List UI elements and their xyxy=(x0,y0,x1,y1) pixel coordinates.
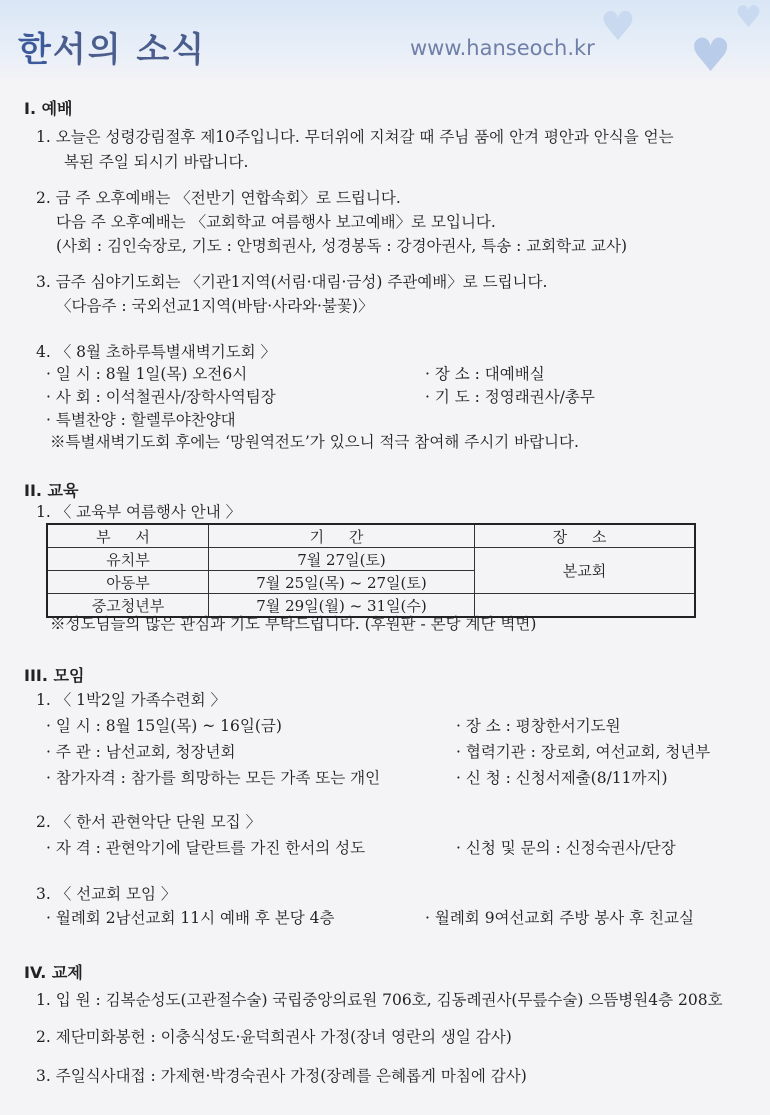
table-cell-dept: 유치부 xyxy=(47,548,209,571)
retreat-cooperation: · 협력기관 : 장로회, 여선교회, 청년부 xyxy=(456,743,711,761)
heart-icon: ♥ xyxy=(735,0,762,35)
mission-meeting-a: · 월례회 2남선교회 11시 예배 후 본당 4층 xyxy=(46,909,335,927)
table-header-dept: 부 서 xyxy=(47,524,209,548)
retreat-organizer: · 주 관 : 남선교회, 청장년회 xyxy=(46,743,236,761)
meeting-item-3-title: 3. 〈 선교회 모임 〉 xyxy=(36,885,177,903)
prayer-meeting-note: ※특별새벽기도회 후에는 ‘망원역전도’가 있으니 적극 참여해 주시기 바랍니다. xyxy=(50,433,579,451)
retreat-place: · 장 소 : 평창한서기도원 xyxy=(456,717,621,735)
retreat-eligibility: · 참가자격 : 참가를 희망하는 모든 가족 또는 개인 xyxy=(46,769,381,787)
title-rest: 서의 소식 xyxy=(52,30,207,70)
retreat-application: · 신 청 : 신청서제출(8/11까지) xyxy=(456,769,668,787)
prayer-meeting-place: · 장 소 : 대예배실 xyxy=(425,365,545,383)
education-note: ※성도님들의 많은 관심과 기도 부탁드립니다. (후원판 - 본당 계단 벽면) xyxy=(50,615,537,633)
orchestra-contact: · 신청 및 문의 : 신정숙권사/단장 xyxy=(456,839,676,857)
fellowship-item-3: 3. 주일식사대접 : 가제현·박경숙권사 가정(장례를 은혜롭게 마침에 감사) xyxy=(36,1067,527,1085)
prayer-meeting-prayer: · 기 도 : 정영래권사/총무 xyxy=(425,388,595,406)
worship-item-1-line2: 복된 주일 되시기 바랍니다. xyxy=(64,153,249,171)
table-header-period: 기 간 xyxy=(209,524,475,548)
section-heading-education: II. 교육 xyxy=(24,481,79,500)
worship-item-2-line3: (사회 : 김인숙장로, 기도 : 안명희권사, 성경봉독 : 강경아권사, 특송 : 교회학교 교사) xyxy=(56,237,628,255)
mission-meeting-b: · 월례회 9여선교회 주방 봉사 후 친교실 xyxy=(425,909,694,927)
heart-icon: ♥ xyxy=(600,4,636,50)
meeting-item-1-title: 1. 〈 1박2일 가족수련회 〉 xyxy=(36,691,227,709)
education-item-1-title: 1. 〈 교육부 여름행사 안내 〉 xyxy=(36,503,242,521)
prayer-meeting-choir: · 특별찬양 : 할렐루야찬양대 xyxy=(46,411,236,429)
section-heading-worship: I. 예배 xyxy=(24,99,73,118)
worship-item-3-line1: 3. 금주 심야기도회는 〈기관1지역(서림·대림·금성) 주관예배〉로 드립니다. xyxy=(36,273,548,291)
table-cell-dept: 아동부 xyxy=(47,571,209,594)
fellowship-item-1: 1. 입 원 : 김복순성도(고관절수술) 국립중앙의료원 706호, 김동례권사(무릎수술) 으뜸병원4층 208호 xyxy=(36,991,723,1009)
heart-icon: ♥ xyxy=(690,28,732,82)
website-url: www.hanseoch.kr xyxy=(410,36,595,60)
table-row xyxy=(47,548,695,571)
section-heading-fellowship: IV. 교제 xyxy=(24,963,83,982)
table-header-row xyxy=(47,524,695,548)
table-cell-period: 7월 25일(목) ~ 27일(토) xyxy=(209,571,475,594)
title-first-char: 한 xyxy=(18,30,53,70)
table-cell-dept: 중고청년부 xyxy=(47,594,209,618)
section-heading-meetings: III. 모임 xyxy=(24,666,85,685)
table-header-place: 장 소 xyxy=(475,524,696,548)
worship-item-3-line2: 〈다음주 : 국외선교1지역(바탐·사라와·불꽃)〉 xyxy=(56,297,374,315)
worship-item-2-line1: 2. 금 주 오후예배는 〈전반기 연합속회〉로 드립니다. xyxy=(36,189,401,207)
prayer-meeting-date: · 일 시 : 8월 1일(목) 오전6시 xyxy=(46,365,248,383)
meeting-item-2-title: 2. 〈 한서 관현악단 단원 모집 〉 xyxy=(36,813,262,831)
header-banner xyxy=(0,0,770,82)
worship-item-4-title: 4. 〈 8월 초하루특별새벽기도회 〉 xyxy=(36,343,277,361)
orchestra-qualification: · 자 격 : 관현악기에 달란트를 가진 한서의 성도 xyxy=(46,839,366,857)
table-cell-period: 7월 27일(토) xyxy=(209,548,475,571)
worship-item-2-line2: 다음 주 오후예배는 〈교회학교 여름행사 보고예배〉로 모입니다. xyxy=(56,213,496,231)
page-title xyxy=(18,22,206,71)
table-cell-period: 7월 29일(월) ~ 31일(수) xyxy=(209,594,475,618)
table-cell-place: 본교회 xyxy=(475,548,696,594)
fellowship-item-2: 2. 제단미화봉헌 : 이충식성도·윤덕희권사 가정(장녀 영란의 생일 감사) xyxy=(36,1028,512,1046)
prayer-meeting-host: · 사 회 : 이석철권사/장학사역팀장 xyxy=(46,388,276,406)
education-schedule-table xyxy=(46,523,696,618)
worship-item-1-line1: 1. 오늘은 성령강림절후 제10주입니다. 무더위에 지쳐갈 때 주님 품에 안겨 평안과 안식을 얻는 xyxy=(36,128,674,146)
retreat-date: · 일 시 : 8월 15일(목) ~ 16일(금) xyxy=(46,717,282,735)
